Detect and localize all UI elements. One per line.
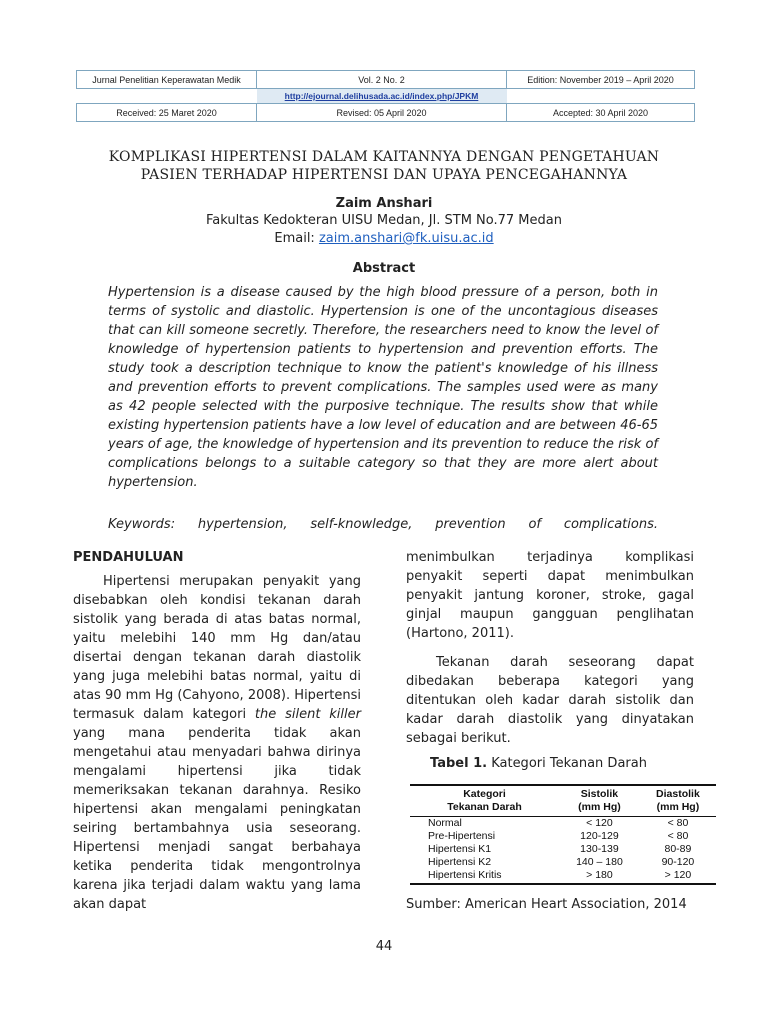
keywords: Keywords: hypertension, self-knowledge, prevention of complications. bbox=[108, 517, 658, 532]
table-cell: 130-139 bbox=[580, 843, 619, 855]
table-source: Sumber: American Heart Association, 2014 bbox=[406, 897, 687, 912]
table-cell: Hipertensi Kritis bbox=[410, 869, 559, 884]
intro-text-b: yang mana penderita tidak akan mengetahui atau menyadari bahwa dirinya mengalami hipertensi jika tidak memeriksakan tekanan darahnya. Resiko hipertensi akan mengalami peningkatan seiring bertambahnya usia seseorang. Hipertensi menjadi sangat berbahaya ketika penderita tidak mengontrolnya karena jika terjadi dalam waktu yang lama akan dapat bbox=[73, 726, 361, 912]
revised-date: Revised: 05 April 2020 bbox=[257, 104, 507, 122]
journal-volume: Vol. 2 No. 2 bbox=[257, 71, 507, 89]
received-date: Received: 25 Maret 2020 bbox=[77, 104, 257, 122]
intro-paragraph bbox=[73, 572, 361, 914]
paper-title bbox=[60, 148, 708, 184]
table-cell: Hipertensi K1 bbox=[428, 843, 492, 855]
table-cell: < 120 bbox=[586, 817, 613, 829]
title-line-2: PASIEN TERHADAP HIPERTENSI DAN UPAYA PENCEGAHANNYA bbox=[140, 167, 628, 183]
table-cell: > 180 bbox=[559, 869, 640, 884]
email-link[interactable]: zaim.anshari@fk.uisu.ac.id bbox=[318, 231, 494, 246]
email-label: Email: bbox=[274, 231, 315, 246]
table-header-cell: Diastolik (mm Hg) bbox=[640, 785, 716, 817]
table-cell: 140 – 180 bbox=[576, 856, 623, 868]
page-number: 44 bbox=[375, 939, 393, 954]
title-line-1: KOMPLIKASI HIPERTENSI DALAM KAITANNYA DENGAN PENGETAHUAN bbox=[108, 149, 660, 165]
journal-url-link[interactable]: http://ejournal.delihusada.ac.id/index.php/JPKM bbox=[284, 91, 479, 101]
abstract-text: Hypertension is a disease caused by the high blood pressure of a person, both in terms of systolic and diastolic. Hypertension is one of the uncontagious diseases that can kill someone secretly. Therefore, the researchers need to know the level of knowledge of hypertension patients to hypertension and prevention efforts. The study took a description technique to know the patient's knowledge of his illness and prevention efforts to prevent complications. The samples used were as many as 42 people selected with the purposive technique. The results show that while existing hypertension patients have a low level of education and are between 46-65 years of age, the knowledge of hypertension and its prevention to reduce the risk of complications belongs to a suitable category so that they are more alert about hypertension. bbox=[108, 285, 658, 490]
table-row bbox=[410, 843, 716, 856]
table-cell: 80-89 bbox=[664, 843, 692, 855]
table-row bbox=[410, 817, 716, 831]
table-cell: 90-120 bbox=[661, 856, 695, 868]
author-name: Zaim Anshari bbox=[335, 196, 433, 211]
author-affiliation: Fakultas Kedokteran UISU Medan, Jl. STM No.77 Medan bbox=[206, 213, 562, 228]
intro-text-a: Hipertensi merupakan penyakit yang disebabkan oleh kondisi tekanan darah sistolik yang berada di atas batas normal, yaitu melebihi 140 mm Hg dan/atau disertai dengan tekanan darah diastolik yang juga melebihi batas normal, yaitu di atas 90 mm Hg (Cahyono, 2008). Hipertensi termasuk dalam kategori bbox=[73, 574, 361, 722]
accepted-date: Accepted: 30 April 2020 bbox=[507, 104, 695, 122]
right-paragraph-2: Tekanan darah seseorang dapat dibedakan beberapa kategori yang ditentukan oleh kadar darah sistolik dan kadar darah diastolik yang dinyatakan sebagai berikut. bbox=[406, 655, 694, 746]
table-row bbox=[410, 830, 716, 843]
table-cell: Hipertensi K2 bbox=[428, 856, 492, 868]
right-column bbox=[406, 548, 700, 914]
journal-name: Jurnal Penelitian Keperawatan Medik bbox=[77, 71, 257, 89]
table-header-row bbox=[410, 785, 716, 817]
abstract-heading: Abstract bbox=[352, 261, 416, 276]
email-line bbox=[60, 231, 708, 246]
table-header-cell: Kategori Tekanan Darah bbox=[410, 785, 559, 817]
table-caption-text: Kategori Tekanan Darah bbox=[491, 756, 647, 771]
section-heading: PENDAHULUAN bbox=[73, 550, 184, 565]
table-cell: Pre-Hipertensi bbox=[428, 830, 496, 842]
table-caption bbox=[430, 754, 694, 774]
table-cell: < 80 bbox=[667, 830, 689, 842]
table-cell: Normal bbox=[428, 817, 462, 829]
table-row bbox=[410, 856, 716, 869]
table-caption-label: Tabel 1. bbox=[430, 756, 488, 771]
table-row bbox=[410, 869, 716, 884]
table-header-cell: Sistolik (mm Hg) bbox=[559, 785, 640, 817]
table-cell: 120-129 bbox=[580, 830, 619, 842]
journal-edition: Edition: November 2019 – April 2020 bbox=[507, 71, 695, 89]
table-cell: < 80 bbox=[667, 817, 689, 829]
intro-emphasis: the silent killer bbox=[254, 707, 361, 722]
left-column bbox=[73, 548, 361, 914]
table-cell: > 120 bbox=[640, 869, 716, 884]
blood-pressure-table bbox=[410, 784, 716, 885]
journal-header-table bbox=[76, 70, 695, 122]
right-paragraph-1: menimbulkan terjadinya komplikasi penyakit seperti dapat menimbulkan penyakit jantung koroner, stroke, gagal ginjal maupun gangguan penglihatan (Hartono, 2011). bbox=[406, 550, 694, 641]
